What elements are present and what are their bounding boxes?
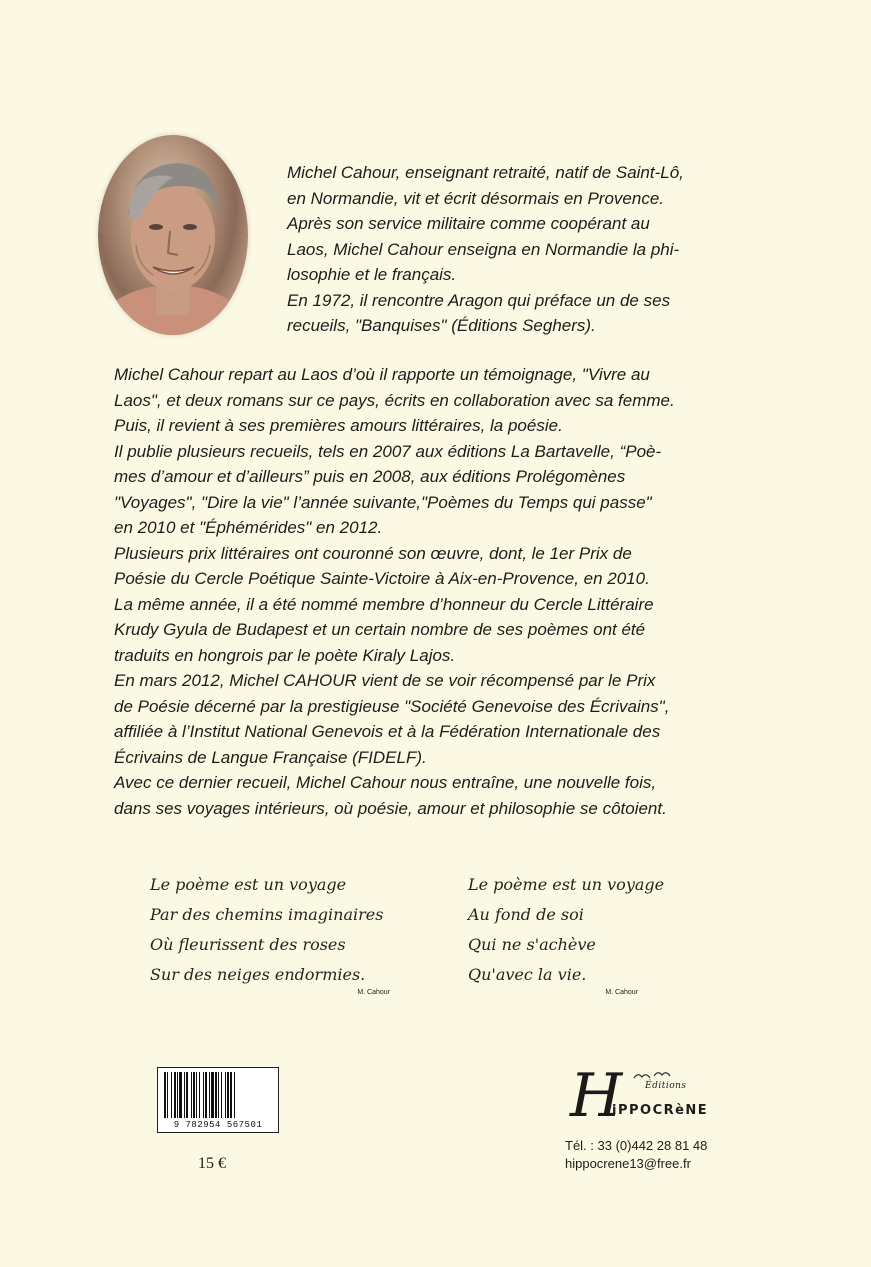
bio-line: affiliée à l’Institut National Genevois et à la Fédération Internationale des bbox=[114, 722, 661, 741]
poem-line: Sur des neiges endormies. bbox=[150, 965, 366, 984]
poem-right bbox=[468, 870, 738, 998]
poem-line: Où fleurissent des roses bbox=[150, 935, 346, 954]
bio-line: Krudy Gyula de Budapest et un certain nombre de ses poèmes ont été bbox=[114, 620, 646, 639]
author-portrait-image bbox=[98, 135, 248, 335]
logo-editions: Éditions bbox=[645, 1081, 687, 1091]
bio-line: mes d’amour et d’ailleurs” puis en 2008, aux éditions Prolégomènes bbox=[114, 467, 626, 486]
bio-line: En mars 2012, Michel CAHOUR vient de se voir récompensé par le Prix bbox=[114, 671, 656, 690]
bio-line: "Voyages", "Dire la vie" l’année suivante,"Poèmes du Temps qui passe" bbox=[114, 492, 652, 512]
barcode-icon bbox=[162, 1072, 274, 1118]
author-portrait bbox=[98, 135, 248, 335]
intro-line: En 1972, il rencontre Aragon qui préface un de ses bbox=[287, 290, 671, 310]
bio-line: Poésie du Cercle Poétique Sainte-Victoire à Aix-en-Provence, en 2010. bbox=[114, 569, 650, 588]
bio-line: Il publie plusieurs recueils, tels en 2007 aux éditions La Bartavelle, “Poè- bbox=[114, 441, 662, 461]
author-biography bbox=[114, 362, 764, 821]
bio-line: Puis, il revient à ses premières amours littéraires, la poésie. bbox=[114, 416, 563, 435]
intro-line: Laos, Michel Cahour enseigna en Normandie la phi- bbox=[287, 239, 680, 259]
poem-line: Qu'avec la vie. bbox=[468, 965, 587, 984]
bio-line: Écrivains de Langue Française (FIDELF). bbox=[114, 747, 427, 767]
poem-line: Qui ne s'achève bbox=[468, 935, 596, 954]
price: 15 € bbox=[198, 1155, 226, 1172]
intro-line: losophie et le français. bbox=[287, 265, 457, 284]
email: hippocrene13@free.fr bbox=[565, 1156, 691, 1171]
author-intro bbox=[287, 160, 787, 339]
poem-left bbox=[150, 870, 420, 998]
bio-line: Michel Cahour repart au Laos d’où il rapporte un témoignage, "Vivre au bbox=[114, 365, 650, 384]
intro-line: Après son service militaire comme coopérant au bbox=[287, 214, 650, 233]
bio-line: Laos", et deux romans sur ce pays, écrits en collaboration avec sa femme. bbox=[114, 390, 675, 410]
publisher-logo bbox=[570, 1061, 730, 1131]
publisher-contact bbox=[565, 1137, 707, 1173]
poem-signature: M. Cahour bbox=[605, 989, 638, 996]
bio-line: Avec ce dernier recueil, Michel Cahour nous entraîne, une nouvelle fois, bbox=[114, 773, 657, 792]
poem-line: Par des chemins imaginaires bbox=[150, 905, 384, 924]
intro-line: en Normandie, vit et écrit désormais en Provence. bbox=[287, 188, 665, 208]
logo-letter: H bbox=[570, 1061, 623, 1131]
logo-name: iPPOCRèNE bbox=[612, 1103, 709, 1118]
poem-signature: M. Cahour bbox=[357, 989, 390, 996]
bio-line: dans ses voyages intérieurs, où poésie, amour et philosophie se côtoient. bbox=[114, 798, 667, 818]
bio-line: traduits en hongrois par le poète Kiraly Lajos. bbox=[114, 645, 456, 665]
bio-line: en 2010 et "Éphémérides" en 2012. bbox=[114, 518, 383, 537]
poem-line: Le poème est un voyage bbox=[468, 875, 665, 894]
poem-line: Le poème est un voyage bbox=[150, 875, 347, 894]
isbn-barcode bbox=[157, 1067, 279, 1133]
intro-line: Michel Cahour, enseignant retraité, natif de Saint-Lô, bbox=[287, 163, 684, 182]
bio-line: de Poésie décerné par la prestigieuse "Société Genevoise des Écrivains", bbox=[114, 696, 670, 716]
intro-line: recueils, "Banquises" (Éditions Seghers). bbox=[287, 316, 596, 335]
bio-line: Plusieurs prix littéraires ont couronné son œuvre, dont, le 1er Prix de bbox=[114, 543, 632, 563]
phone: Tél. : 33 (0)442 28 81 48 bbox=[565, 1138, 708, 1153]
barcode-number: 9 782954 567501 bbox=[173, 1120, 263, 1130]
poem-line: Au fond de soi bbox=[468, 905, 584, 924]
bio-line: La même année, il a été nommé membre d’honneur du Cercle Littéraire bbox=[114, 594, 654, 614]
